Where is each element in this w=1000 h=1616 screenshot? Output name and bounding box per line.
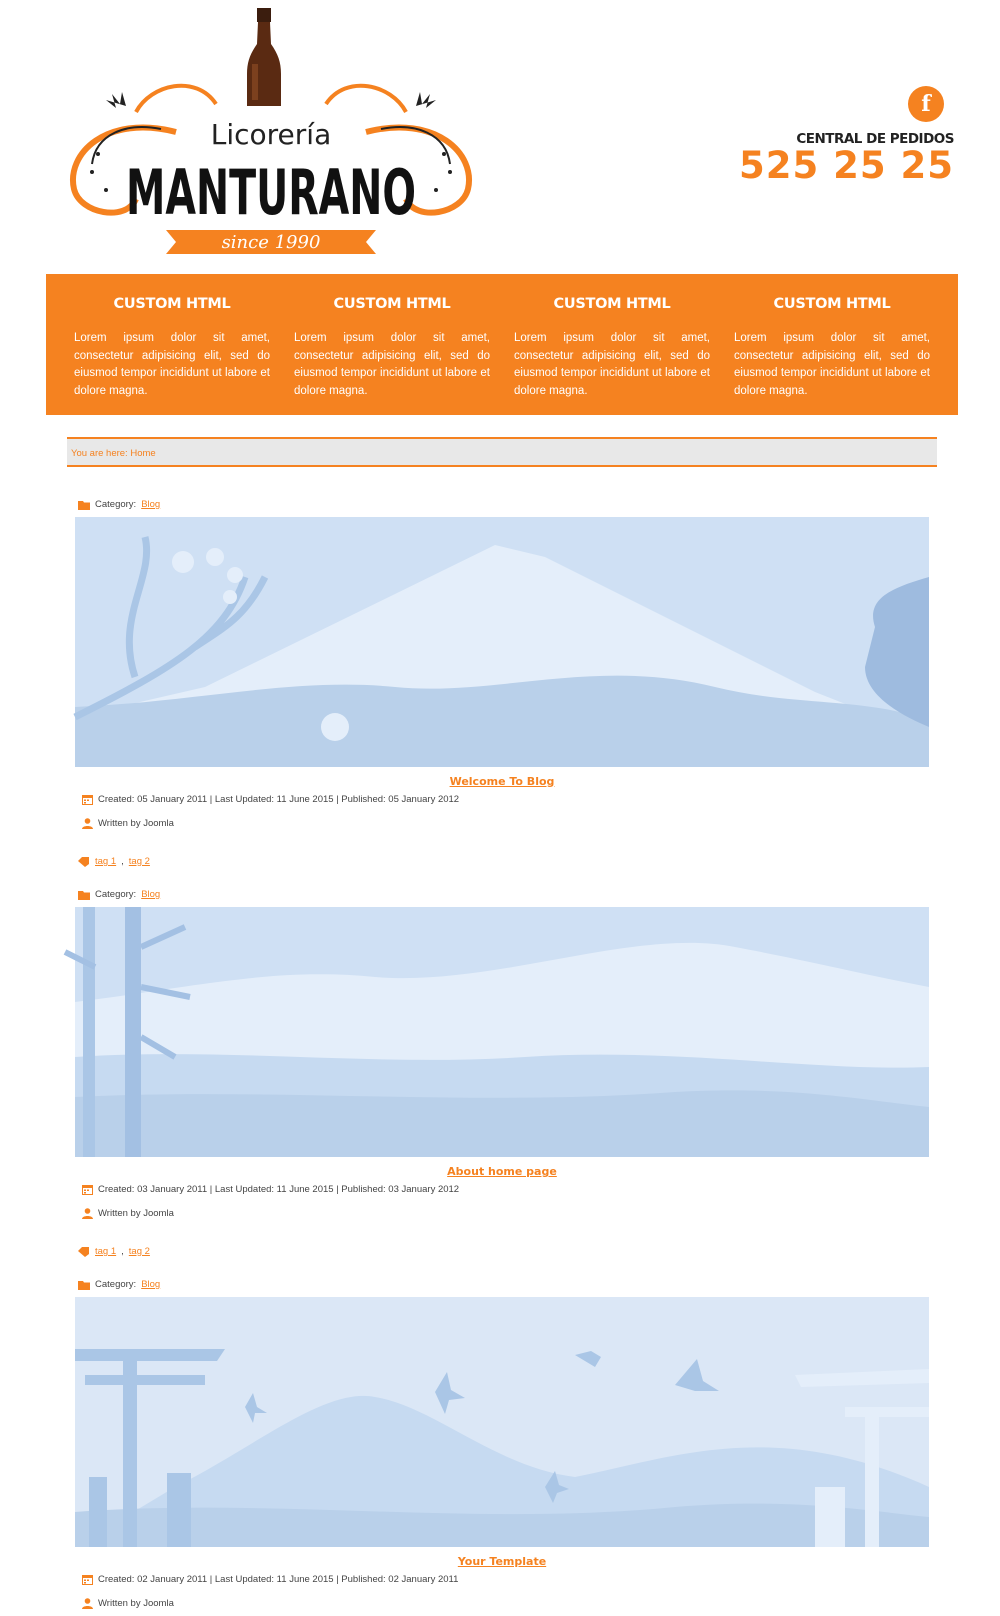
category-label: Category:	[95, 1279, 137, 1290]
item-tags: tag 1 , tag 2	[78, 856, 150, 867]
tag-icon	[78, 857, 90, 867]
category-label: Category:	[95, 499, 137, 510]
item-title[interactable]	[75, 1165, 929, 1178]
item-category	[78, 889, 160, 900]
item-dates	[82, 1574, 458, 1585]
custom-module-4	[734, 274, 930, 415]
item-author-text: Written by Joomla	[98, 818, 174, 829]
category-link[interactable]: Blog	[141, 1279, 161, 1290]
custom-module-text: Lorem ipsum dolor sit amet, consectetur adipisicing elit, sed do eiusmod tempor incididunt ut labore et dolore magna.	[74, 332, 270, 397]
item-author-text: Written by Joomla	[98, 1598, 174, 1609]
category-link[interactable]: Blog	[141, 499, 161, 510]
item-author-text: Written by Joomla	[98, 1208, 174, 1219]
tag-link[interactable]: tag 1	[95, 856, 117, 867]
tag-link[interactable]: tag 1	[95, 1246, 117, 1257]
item-dates-text: Created: 02 January 2011 | Last Updated: 11 June 2015 | Published: 02 January 2011	[98, 1574, 459, 1585]
custom-module-title: CUSTOM HTML	[113, 296, 231, 312]
category-link[interactable]: Blog	[141, 889, 161, 900]
item-title-link[interactable]: Your Template	[457, 1555, 547, 1568]
hero-image-mountain-blossom	[75, 517, 929, 767]
item-category	[78, 499, 160, 510]
hero-image-bamboo	[75, 907, 929, 1157]
user-icon	[82, 818, 93, 829]
folder-icon	[78, 890, 90, 900]
breadcrumb-text[interactable]: You are here: Home	[71, 448, 156, 459]
folder-icon	[78, 1280, 90, 1290]
calendar-icon	[82, 794, 93, 805]
phone-number: 525 25 25	[739, 144, 954, 187]
tag-icon	[78, 1247, 90, 1257]
custom-module-2	[294, 274, 490, 415]
item-dates	[82, 1184, 459, 1195]
item-title[interactable]	[75, 775, 929, 788]
item-dates-text: Created: 05 January 2011 | Last Updated: 11 June 2015 | Published: 05 January 2012	[98, 794, 460, 805]
item-author	[82, 1208, 174, 1219]
central-label: CENTRAL DE PEDIDOS	[796, 131, 954, 147]
custom-module-text: Lorem ipsum dolor sit amet, consectetur adipisicing elit, sed do eiusmod tempor incididunt ut labore et dolore magna.	[734, 332, 930, 397]
item-title-link[interactable]: Welcome To Blog	[449, 775, 555, 788]
item-image[interactable]	[75, 517, 929, 767]
custom-module-text: Lorem ipsum dolor sit amet, consectetur adipisicing elit, sed do eiusmod tempor incididunt ut labore et dolore magna.	[514, 332, 710, 397]
custom-module-3	[514, 274, 710, 415]
user-icon	[82, 1208, 93, 1219]
item-category	[78, 1279, 160, 1290]
tag-link[interactable]: tag 2	[128, 856, 150, 867]
item-dates-text: Created: 03 January 2011 | Last Updated: 11 June 2015 | Published: 03 January 2012	[98, 1184, 460, 1195]
item-image[interactable]	[75, 1297, 929, 1547]
custom-module-1	[74, 274, 270, 415]
calendar-icon	[82, 1574, 93, 1585]
item-author	[82, 818, 174, 829]
tag-link[interactable]: tag 2	[128, 1246, 150, 1257]
logo-name-top: Licorería	[210, 118, 332, 151]
folder-icon	[78, 500, 90, 510]
custom-module-text: Lorem ipsum dolor sit amet, consectetur adipisicing elit, sed do eiusmod tempor incididunt ut labore et dolore magna.	[294, 332, 490, 397]
hero-image-torii	[75, 1297, 929, 1547]
logo-since: since 1990	[221, 232, 321, 253]
custom-module-title: CUSTOM HTML	[553, 296, 671, 312]
calendar-icon	[82, 1184, 93, 1195]
item-dates	[82, 794, 459, 805]
category-label: Category:	[95, 889, 137, 900]
item-image[interactable]	[75, 907, 929, 1157]
logo[interactable]	[66, 4, 476, 266]
breadcrumb	[67, 437, 937, 467]
custom-module-title: CUSTOM HTML	[333, 296, 451, 312]
user-icon	[82, 1598, 93, 1609]
custom-html-bar	[46, 274, 958, 415]
item-title[interactable]	[75, 1555, 929, 1568]
logo-name-main: MANTURANO	[126, 156, 416, 229]
item-tags: tag 1 , tag 2	[78, 1246, 150, 1257]
custom-module-title: CUSTOM HTML	[773, 296, 891, 312]
header	[0, 0, 1000, 270]
logo-graphic	[66, 4, 476, 266]
item-title-link[interactable]: About home page	[447, 1165, 557, 1178]
item-author	[82, 1598, 174, 1609]
facebook-icon[interactable]: f	[908, 86, 944, 122]
